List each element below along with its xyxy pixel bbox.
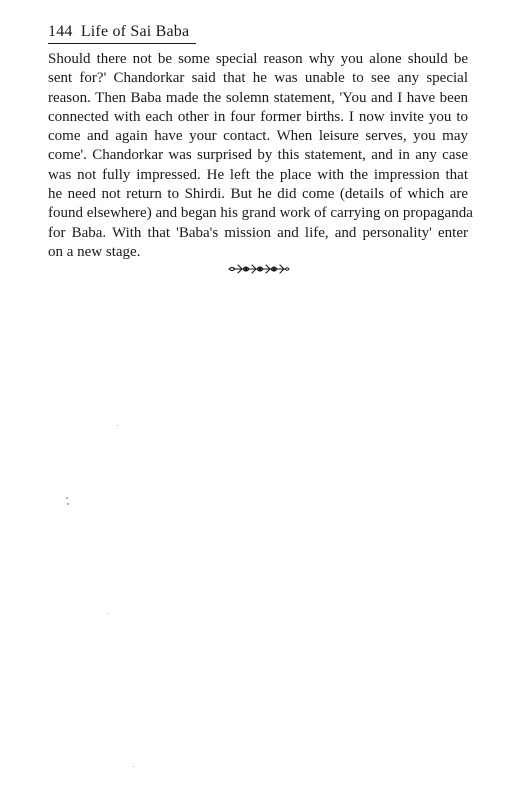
text-line: on a new stage. (48, 243, 141, 260)
text-line: sent for?' Chandorkar said that he was unable to see any special (48, 70, 468, 87)
section-end-flourish-icon (228, 263, 290, 275)
body-paragraph (48, 50, 473, 262)
paper-speck (66, 497, 68, 499)
text-line: found elsewhere) and began his grand work of carrying on propaganda (48, 205, 473, 222)
text-line: reason. Then Baba made the solemn statement, 'You and I have been (48, 89, 468, 106)
paper-speck (133, 766, 134, 767)
text-line: Should there not be some special reason why you alone should be (48, 51, 468, 67)
page-number: 144 (48, 23, 73, 40)
text-line: connected with each other in four former births. I now invite you to (48, 108, 468, 125)
paper-speck (117, 425, 118, 426)
text-line: was not fully impressed. He left the place with the impression that (48, 166, 468, 183)
text-line: for Baba. With that 'Baba's mission and life, and personality' enter (48, 224, 468, 241)
text-line: come'. Chandorkar was surprised by this statement, and in any case (48, 147, 468, 164)
paper-speck (107, 613, 108, 614)
text-line: come and again have your contact. When leisure serves, you may (48, 128, 468, 145)
text-line: he need not return to Shirdi. But he did come (details of which are (48, 186, 468, 203)
paper-speck (67, 503, 69, 505)
book-title: Life of Sai Baba (80, 23, 190, 40)
running-header (48, 22, 196, 44)
